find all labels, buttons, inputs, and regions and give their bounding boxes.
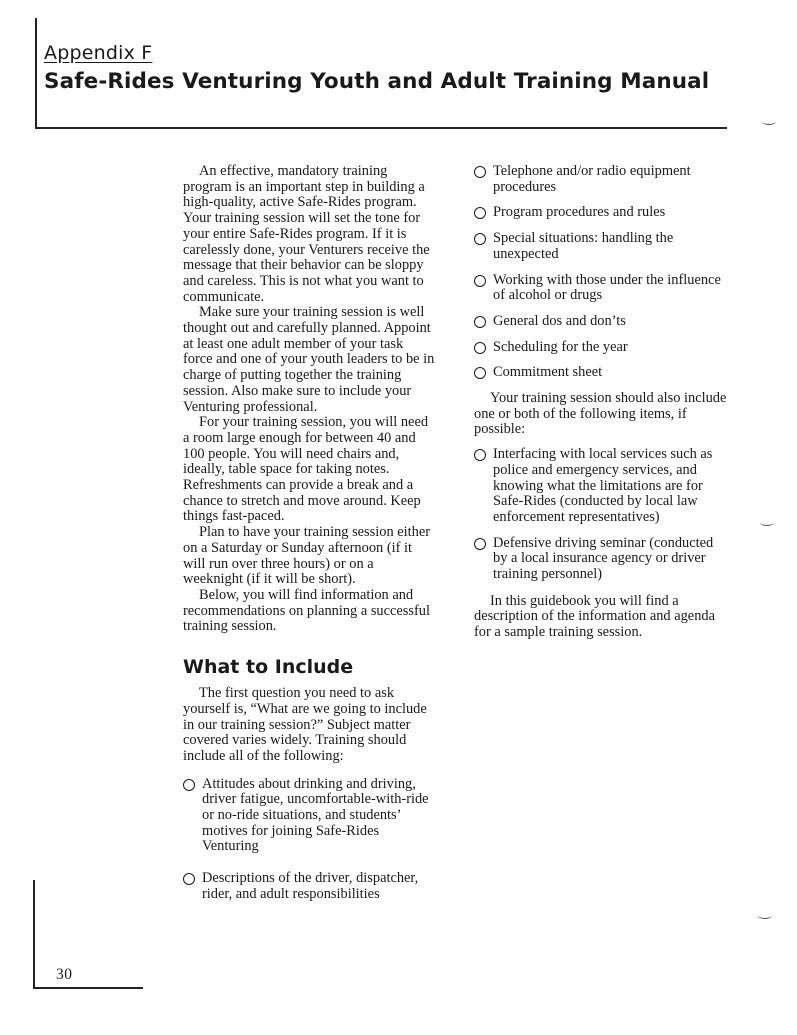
list-item [474,231,727,262]
list-item-text: Scheduling for the year [493,338,628,355]
hollow-circle-bullet-icon [183,779,195,791]
list-item [474,273,727,304]
hollow-circle-bullet-icon [474,342,486,354]
bullet-list [183,777,435,903]
section-heading: What to Include [183,656,354,679]
list-item [474,164,727,195]
hollow-circle-bullet-icon [474,275,486,287]
hollow-circle-bullet-icon [474,166,486,178]
list-item-text: Program procedures and rules [493,204,666,221]
bottom-horizontal-rule [33,987,143,989]
list-item-text: Telephone and/or radio equipment procedures [493,163,691,195]
body-paragraph: For your training session, you will need a room large enough for between 40 and 100 people. You will need chairs and, ideally, table space for taking notes. Refreshments can provide a break and a chance to stretch and move around. Keep things fast-paced. [183,414,429,525]
list-item [474,365,727,381]
list-item-text: Working with those under the influence of alcohol or drugs [493,271,721,304]
body-paragraph: An effective, mandatory training program is an important step in building a high-quality, active Safe-Rides program. Your training session will set the tone for your entire Safe-Rides program. If it is carelessly done, your Venturers receive the message that their behavior can be sloppy and careless. This is not what you want to communicate. [183,163,430,305]
list-item [474,314,727,330]
left-column [183,164,435,903]
hollow-circle-bullet-icon [474,449,486,461]
list-item-text: Commitment sheet [493,364,603,381]
list-item-text: General dos and don’ts [493,312,626,329]
list-item [474,536,727,583]
scan-mark [762,118,776,125]
scan-mark [760,519,774,526]
hollow-circle-bullet-icon [474,207,486,219]
body-paragraph: Make sure your training session is well thought out and carefully planned. Appoint at least one adult member of your task force and one of your youth leaders to be in charge of putting together the training session. Also make sure to include your Venturing professional. [183,304,435,415]
closing-paragraph: In this guidebook you will find a description of the information and agenda for a sample training session. [474,592,715,641]
hollow-circle-bullet-icon [474,233,486,245]
list-item-text: Special situations: handling the unexpected [493,230,674,262]
hollow-circle-bullet-icon [474,367,486,379]
list-item [474,205,727,221]
page-number: 30 [56,966,73,983]
bottom-vertical-rule [33,880,35,988]
body-paragraph: Below, you will find information and recommendations on planning a successful training session. [183,586,430,635]
list-item-text: Attitudes about drinking and driving, driver fatigue, uncomfortable-with-ride or no-ride situations, and students’ motives for joining Safe-Rides Venturing [202,775,429,855]
right-column [474,164,727,641]
list-item-text: Descriptions of the driver, dispatcher, rider, and adult responsibilities [202,870,419,902]
list-item [183,777,435,856]
hollow-circle-bullet-icon [183,873,195,885]
list-item-text: Defensive driving seminar (conducted by a local insurance agency or driver training personnel) [493,534,714,583]
list-item-text: Interfacing with local services such as police and emergency services, and knowing what the limitations are for Safe-Rides (conducted by local law enforcement representatives) [493,446,713,525]
bullet-list [474,164,727,381]
scan-mark [758,912,772,919]
list-item [474,447,727,526]
body-paragraph: The first question you need to ask yourself is, “What are we going to include in our training session?” Subject matter covered varies widely. Training should include all of the following: [183,685,427,764]
page-title: Safe-Rides Venturing Youth and Adult Training Manual [44,69,710,94]
appendix-label: Appendix F [44,42,153,64]
top-vertical-rule [35,18,37,128]
body-paragraph: Plan to have your training session either on a Saturday or Sunday afternoon (if it will run over three hours) or on a weeknight (if it will be short). [183,524,431,588]
optional-bullet-list [474,447,727,583]
list-item [183,871,435,902]
top-horizontal-rule [35,127,727,129]
body-paragraph: Your training session should also include one or both of the following items, if possible: [474,390,727,438]
hollow-circle-bullet-icon [474,538,486,550]
list-item [474,340,727,356]
hollow-circle-bullet-icon [474,316,486,328]
